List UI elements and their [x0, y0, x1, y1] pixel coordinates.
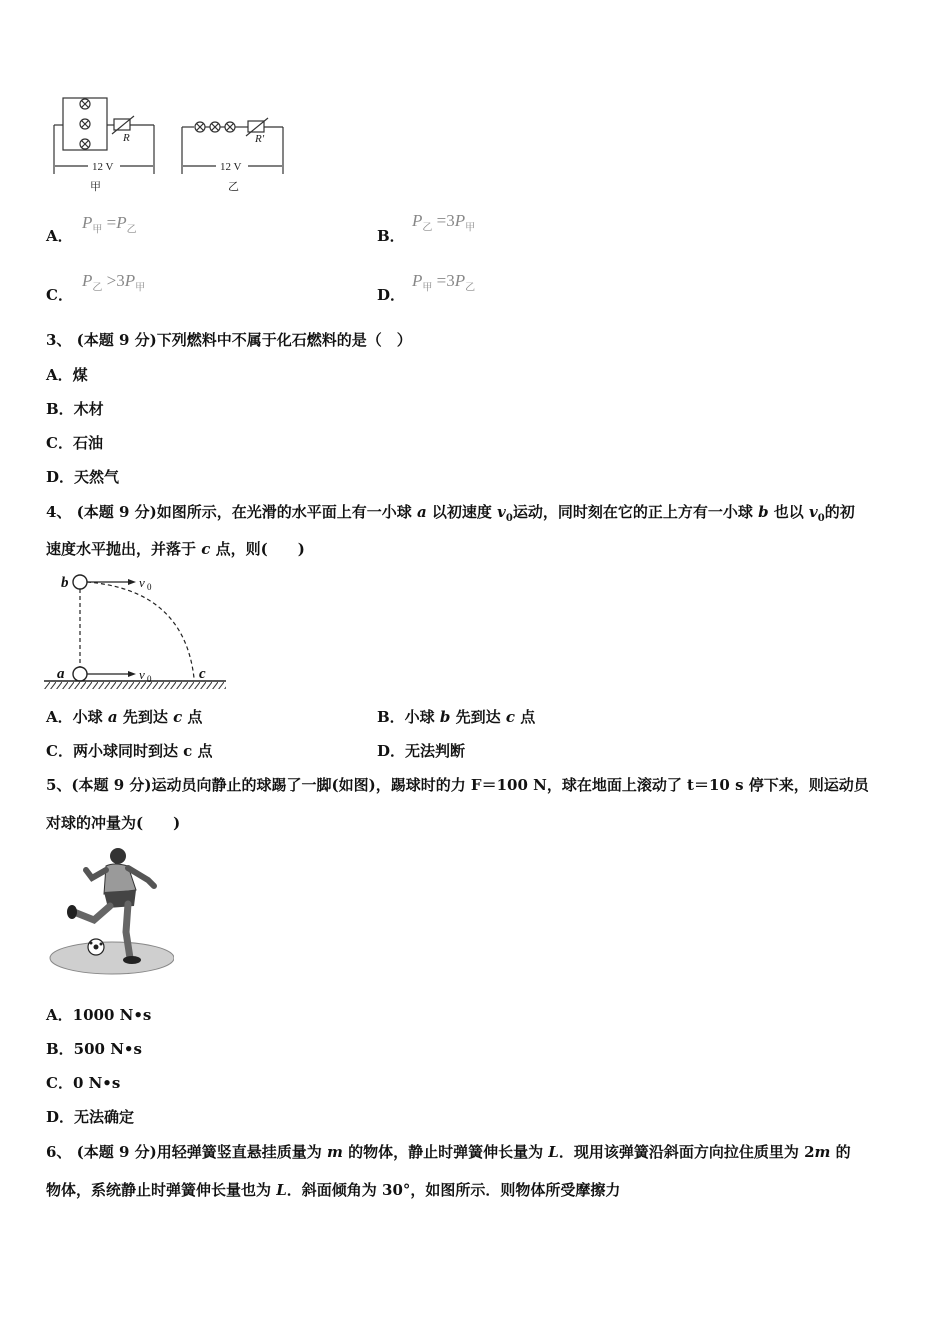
svg-text:b: b: [61, 575, 69, 591]
ball-b: [73, 575, 87, 589]
q5-option-b: B．500 N•s: [46, 1040, 142, 1058]
option-b-letter: B．: [377, 227, 405, 245]
circuit-caption: 甲: [90, 181, 101, 193]
svg-text:0: 0: [147, 582, 152, 592]
q3-option-a: A．煤: [46, 366, 88, 384]
option-c-letter: C．: [46, 286, 73, 304]
trajectory-path: [87, 582, 194, 678]
question-3-stem: 3、 (本题 9 分)下列燃料中不属于化石燃料的是（ ）: [46, 331, 412, 349]
voltage-label: 12 V: [92, 161, 114, 173]
question-5-stem-line2: 对球的冲量为( ): [46, 814, 181, 832]
option-d-letter: D．: [377, 286, 406, 304]
option-a-formula: $P_甲 =P_乙$: [82, 213, 137, 236]
circuit-caption: 乙: [228, 181, 239, 193]
resistor-label: R': [255, 133, 265, 145]
option-d-formula: $P_甲 =3P_乙$: [412, 271, 476, 294]
svg-text:v: v: [139, 667, 145, 682]
question-4-stem-line2: 速度水平抛出，并落于 c 点，则( ): [46, 540, 305, 558]
q3-option-c: C．石油: [46, 434, 103, 452]
option-a-letter: A．: [46, 227, 73, 245]
q5-option-a: A．1000 N•s: [46, 1006, 152, 1024]
svg-text:0: 0: [147, 674, 152, 684]
option-c-formula: $P_乙 >3P_甲$: [82, 271, 146, 294]
circuit-diagram: [44, 92, 294, 198]
svg-text:v: v: [139, 575, 145, 590]
svg-text:c: c: [199, 666, 206, 682]
q4-option-c: C．两小球同时到达 c 点: [46, 742, 213, 760]
q4-option-a: A．小球 a 先到达 c 点: [46, 708, 203, 726]
resistor-label: R: [123, 132, 130, 144]
option-b-formula: $P_乙 =3P_甲$: [412, 211, 476, 234]
projectile-figure: [44, 570, 229, 694]
q3-option-d: D．天然气: [46, 468, 120, 486]
voltage-label: 12 V: [220, 161, 242, 173]
ball-a: [73, 667, 87, 681]
q4-option-b: B．小球 b 先到达 c 点: [377, 708, 536, 726]
q5-option-d: D．无法确定: [46, 1108, 135, 1126]
question-6-stem-line2: 物体，系统静止时弹簧伸长量也为 L．斜面倾角为 30°，如图所示．则物体所受摩擦力: [46, 1181, 621, 1199]
soccer-player-illustration: [44, 840, 174, 980]
question-4-stem-line1: 4、 (本题 9 分)如图所示，在光滑的水平面上有一小球 a 以初速度 $v_0$运动，同时刻在它的正上方有一小球 b 也以 $v_0$的初: [46, 503, 855, 524]
question-5-stem-line1: 5、(本题 9 分)运动员向静止的球踢了一脚(如图)，踢球时的力 F＝100 N，球在地面上滚动了 t＝10 s 停下来，则运动员: [46, 776, 869, 794]
q5-option-c: C．0 N•s: [46, 1074, 121, 1092]
q3-option-b: B．木材: [46, 400, 104, 418]
question-6-stem-line1: 6、 (本题 9 分)用轻弹簧竖直悬挂质量为 m 的物体，静止时弹簧伸长量为 L．现用该弹簧沿斜面方向拉住质里为 2m 的: [46, 1143, 851, 1161]
q4-option-d: D．无法判断: [377, 742, 466, 760]
svg-text:a: a: [57, 666, 65, 682]
